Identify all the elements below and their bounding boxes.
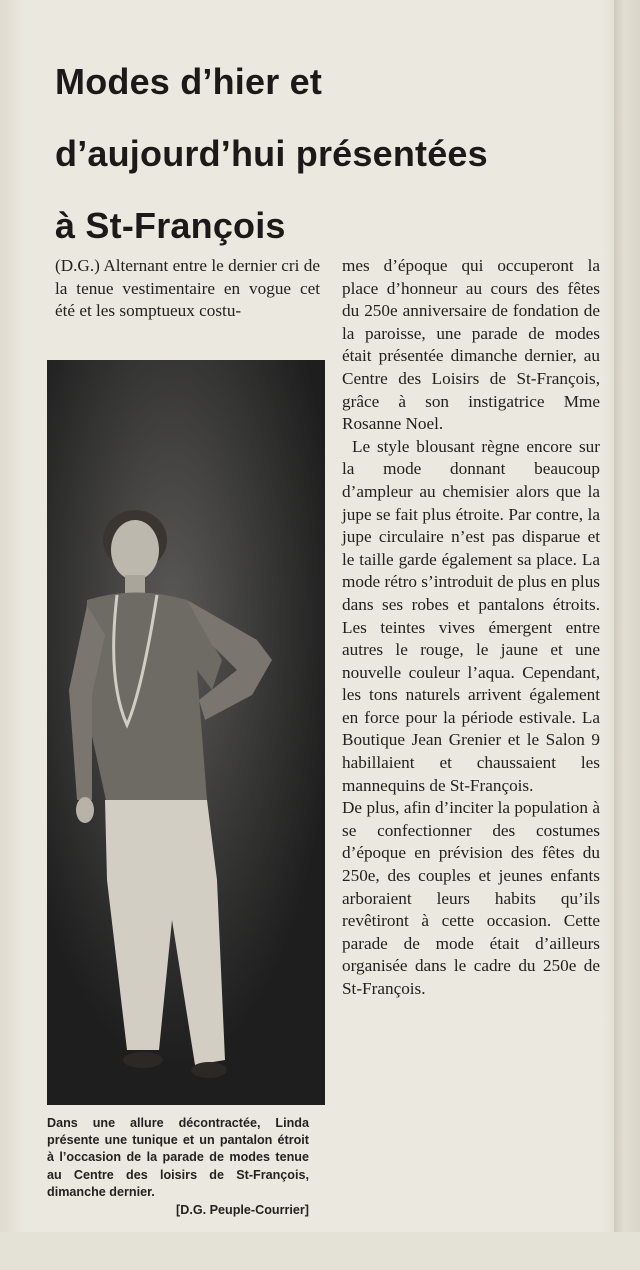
model-figure-illustration — [47, 360, 325, 1105]
headline-line: d’aujourd’hui présentées — [55, 133, 488, 174]
headline-line: Modes d’hier et — [55, 61, 323, 102]
body-paragraph: mes d’époque qui occuperont la place d’honneur au cours des fêtes du 250e anniversaire de fondation de la paroisse, une parade de modes était présentée dimanche dernier, au Centre des Loisirs de St-François, grâce à son instigatrice Mme Rosanne Noel. — [342, 256, 600, 434]
article-body — [342, 255, 600, 1001]
body-paragraph: Le style blousant règne encore sur la mode donnant beaucoup d’ampleur au chemisier alors que la jupe se fait plus étroite. Par contre, la jupe circulaire n’est pas disparue et le taille garde également sa place. La mode rétro s’introduit de plus en plus dans ses robes et pantalons étroits. Les teintes vives émergent entre autres le rouge, le jaune et une nouvelle couleur l’aqua. Cependant, les tons naturels arrivent également en force pour la période estivale. La Boutique Jean Grenier et le Salon 9 habillaient et chaussaient les mannequins de St-François. — [342, 436, 600, 795]
article-photo — [47, 360, 325, 1105]
article-intro — [55, 255, 320, 323]
page-bottom-margin — [0, 1232, 640, 1270]
photo-credit: [D.G. Peuple-Courrier] — [176, 1203, 309, 1217]
headline-line: à St-François — [55, 205, 286, 246]
intro-paragraph: (D.G.) Alternant entre le dernier cri de la tenue vestimentaire en vogue cet été et les somptueux costu- — [55, 256, 320, 321]
headline — [55, 46, 625, 262]
photo-caption: Dans une allure décontractée, Linda présente une tunique et un pantalon étroit à l’occasion de la parade de modes tenue au Centre des loisirs de St-François, dimanche dernier. — [47, 1116, 309, 1199]
body-paragraph: De plus, afin d’inciter la population à se confectionner des costumes d’époque en prévision des fêtes du 250e, des couples et jeunes enfants arboraient leurs habits qu’ils revêtiront à cette occasion. Cette parade de mode était d’ailleurs organisée dans le cadre du 250e de St-François. — [342, 798, 600, 998]
